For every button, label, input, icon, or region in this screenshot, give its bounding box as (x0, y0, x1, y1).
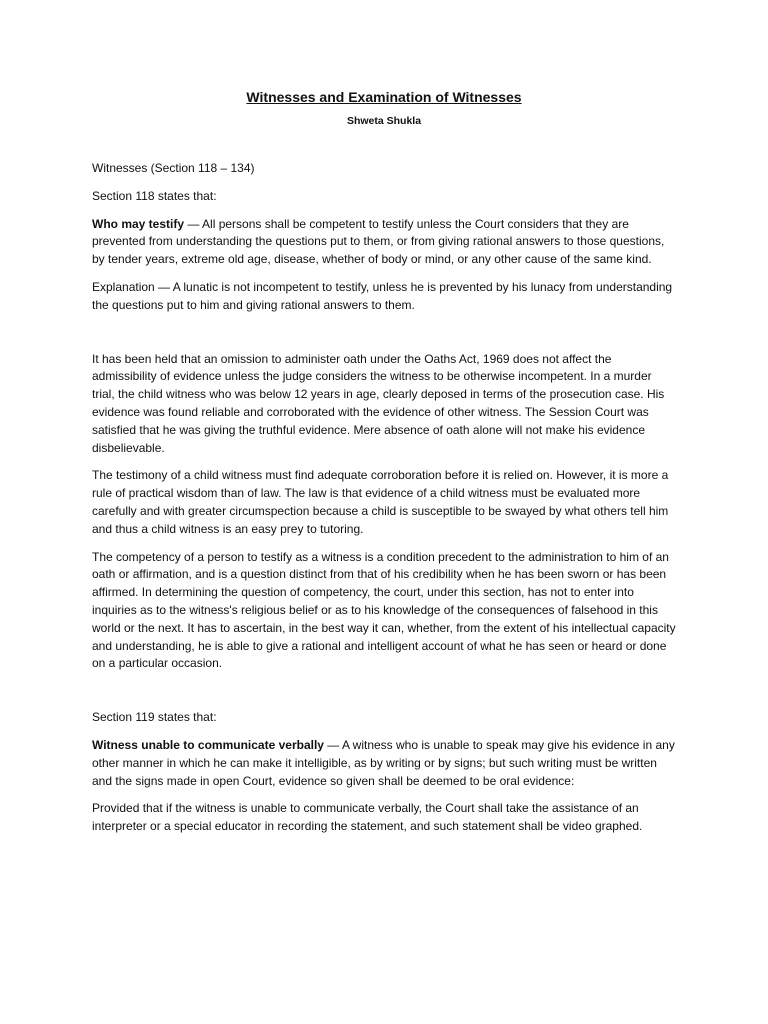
section-119-paragraph (92, 737, 676, 790)
explanation-paragraph: Explanation — A lunatic is not incompetent to testify, unless he is prevented by his lunacy from understanding the questions put to him and giving rational answers to them. (92, 279, 673, 312)
witnesses-heading: Witnesses (Section 118 – 134) (92, 161, 255, 175)
document-author: Shweta Shukla (346, 115, 422, 127)
section-118-intro: Section 118 states that: (92, 188, 217, 203)
section-118-lead: Who may testify (92, 216, 185, 231)
child-witness-paragraph: The testimony of a child witness must find adequate corroboration before it is relied on. However, it is more a rule of practical wisdom than of law. The law is that evidence of a child witness must be evaluated more carefully and with greater circumspection because a child is susceptible to be swayed by what others tell him and thus a child witness is an easy prey to tutoring. (92, 468, 669, 536)
section-118-body: — All persons shall be competent to testify unless the Court considers that they are prevented from understanding the questions put to them, or from giving rational answers to those questions, by tender years, extreme old age, disease, whether of body or mind, or any other cause of the same kind. (92, 216, 665, 267)
oath-paragraph: It has been held that an omission to administer oath under the Oaths Act, 1969 does not affect the admissibility of evidence unless the judge considers the witness to be otherwise incompetent. In a murder trial, the child witness who was below 12 years in age, clearly deposed in terms of the prosecution case. His evidence was found reliable and corroborated with the evidence of other witness. The Session Court was satisfied that he was giving the truthful evidence. Mere absence of oath alone will not make his evidence disbelievable. (92, 351, 665, 455)
section-119-intro: Section 119 states that: (92, 710, 217, 725)
section-119-lead: Witness unable to communicate verbally (92, 737, 324, 752)
spacer (92, 683, 676, 709)
spacer (92, 325, 676, 351)
competency-paragraph: The competency of a person to testify as a witness is a condition precedent to the administration to him of an oath or affirmation, and is a question distinct from that of his credibility when he has been sworn or has been affirmed. In determining the question of competency, the court, under this section, has not to enter into inquiries as to the witness's religious belief or as to his knowledge of the consequences of falsehood in this world or the next. It has to ascertain, in the best way it can, whether, from the extent of his intellectual capacity and understanding, he is able to give a rational and intelligent account of what he has seen or heard or done on a particular occasion. (92, 549, 676, 671)
document-title: Witnesses and Examination of Witnesses (246, 89, 522, 105)
section-119-body: — A witness who is unable to speak may give his evidence in any other manner in which he can make it intelligible, as by writing or by signs; but such writing must be written and the signs made in open Court, evidence so given shall be deemed to be oral evidence: (92, 737, 675, 788)
section-118-paragraph (92, 216, 676, 269)
proviso-paragraph: Provided that if the witness is unable to communicate verbally, the Court shall take the assistance of an interpreter or a special educator in recording the statement, and such statement shall be video graphed. (92, 801, 643, 834)
